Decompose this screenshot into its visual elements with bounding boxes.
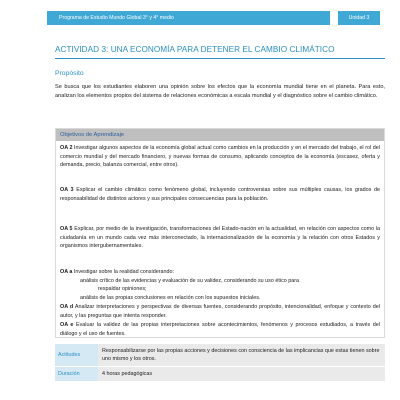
oaa-item-2: análisis de las propias conclusiones en relación con los supuestos iniciales. xyxy=(80,294,261,301)
oa3-paragraph xyxy=(60,186,380,203)
duration-label: Duración xyxy=(55,367,98,381)
title-divider xyxy=(55,58,385,59)
oa2-paragraph xyxy=(60,144,380,170)
program-title: Programa de Estudio Mundo Global 3° y 4° medio xyxy=(47,11,330,25)
oae-code: OA e xyxy=(60,322,74,328)
oa2-text: Investigar algunos aspectos de la economía global actual como cambios en la producción y en el mercado del trabajo, el rol del comercio mundial y del mercado financiero, y nuevas formas de consumo, aplicando conceptos de la economía (escasez, oferta y demanda, precio, balanza comercial, entre otros). xyxy=(60,145,380,169)
attitudes-label: Actitudes xyxy=(55,344,98,366)
oa2-code: OA 2 xyxy=(60,145,73,151)
purpose-heading: Propósito xyxy=(55,70,84,77)
oa3-text: Explicar el cambio climático como fenómeno global, incluyendo controversias sobre sus múltiples causas, los grados de responsabilidad de distintos actores y sus principales consecuencias para la población. xyxy=(60,187,380,202)
attitudes-row xyxy=(55,344,385,367)
oad-code: OA d xyxy=(60,304,74,310)
oa5-text: Explicar, por medio de la investigación, transformaciones del Estado-nación en la actualidad, en relación con aspectos como la ciudadanía en un mundo cada vez más interconectado, la internacionalización de la economía y la relación con otros Estados y organismos intergubernamentales. xyxy=(60,226,380,250)
duration-row xyxy=(55,367,385,382)
oae-paragraph xyxy=(60,321,380,338)
oaa-item-1: análisis crítico de las evidencias y evaluación de su validez, considerando su uso ético para xyxy=(80,277,300,284)
oad-paragraph xyxy=(60,303,380,320)
activity-title: ACTIVIDAD 3: UNA ECONOMÍA PARA DETENER EL CAMBIO CLIMÁTICO xyxy=(55,45,335,54)
attitudes-value: Responsabilizarse por las propias acciones y decisiones con consciencia de las implicancias que estas tienen sobre uno mismo y los otros. xyxy=(98,344,385,366)
unit-label: Unidad 3 xyxy=(338,11,380,25)
duration-value: 4 horas pedagógicas xyxy=(98,367,385,381)
page-header xyxy=(0,11,400,25)
objectives-heading: Objetivos de Aprendizaje xyxy=(56,129,384,141)
activity-info-table xyxy=(55,344,385,382)
oad-text: Analizar interpretaciones y perspectivas de diversas fuentes, considerando propósito, intencionalidad, enfoque y contexto del autor, y las preguntas que intenta responder. xyxy=(60,304,380,319)
oaa-code: OA a xyxy=(60,269,73,275)
oaa-text: Investigar sobre la realidad considerando: xyxy=(72,269,174,275)
oaa-item-1-continued: respaldar opiniones; xyxy=(98,286,147,293)
learning-objectives-box xyxy=(55,128,385,338)
oa5-paragraph xyxy=(60,225,380,251)
oa3-code: OA 3 xyxy=(60,187,74,193)
oa5-code: OA 5 xyxy=(60,226,73,232)
purpose-text: Se busca que los estudiantes elaboren una opinión sobre los efectos que la economía mundial tiene en el planeta. Para esto, analizan los elementos propios del sistema de relaciones económicas a escala mundial y el diagnóstico sobre el cambio climático. xyxy=(55,84,385,100)
oaa-paragraph xyxy=(60,268,380,302)
oae-text: Evaluar la validez de las propias interpretaciones sobre acontecimientos, fenómenos y procesos estudiados, a través del diálogo y el uso de fuentes. xyxy=(60,322,380,337)
